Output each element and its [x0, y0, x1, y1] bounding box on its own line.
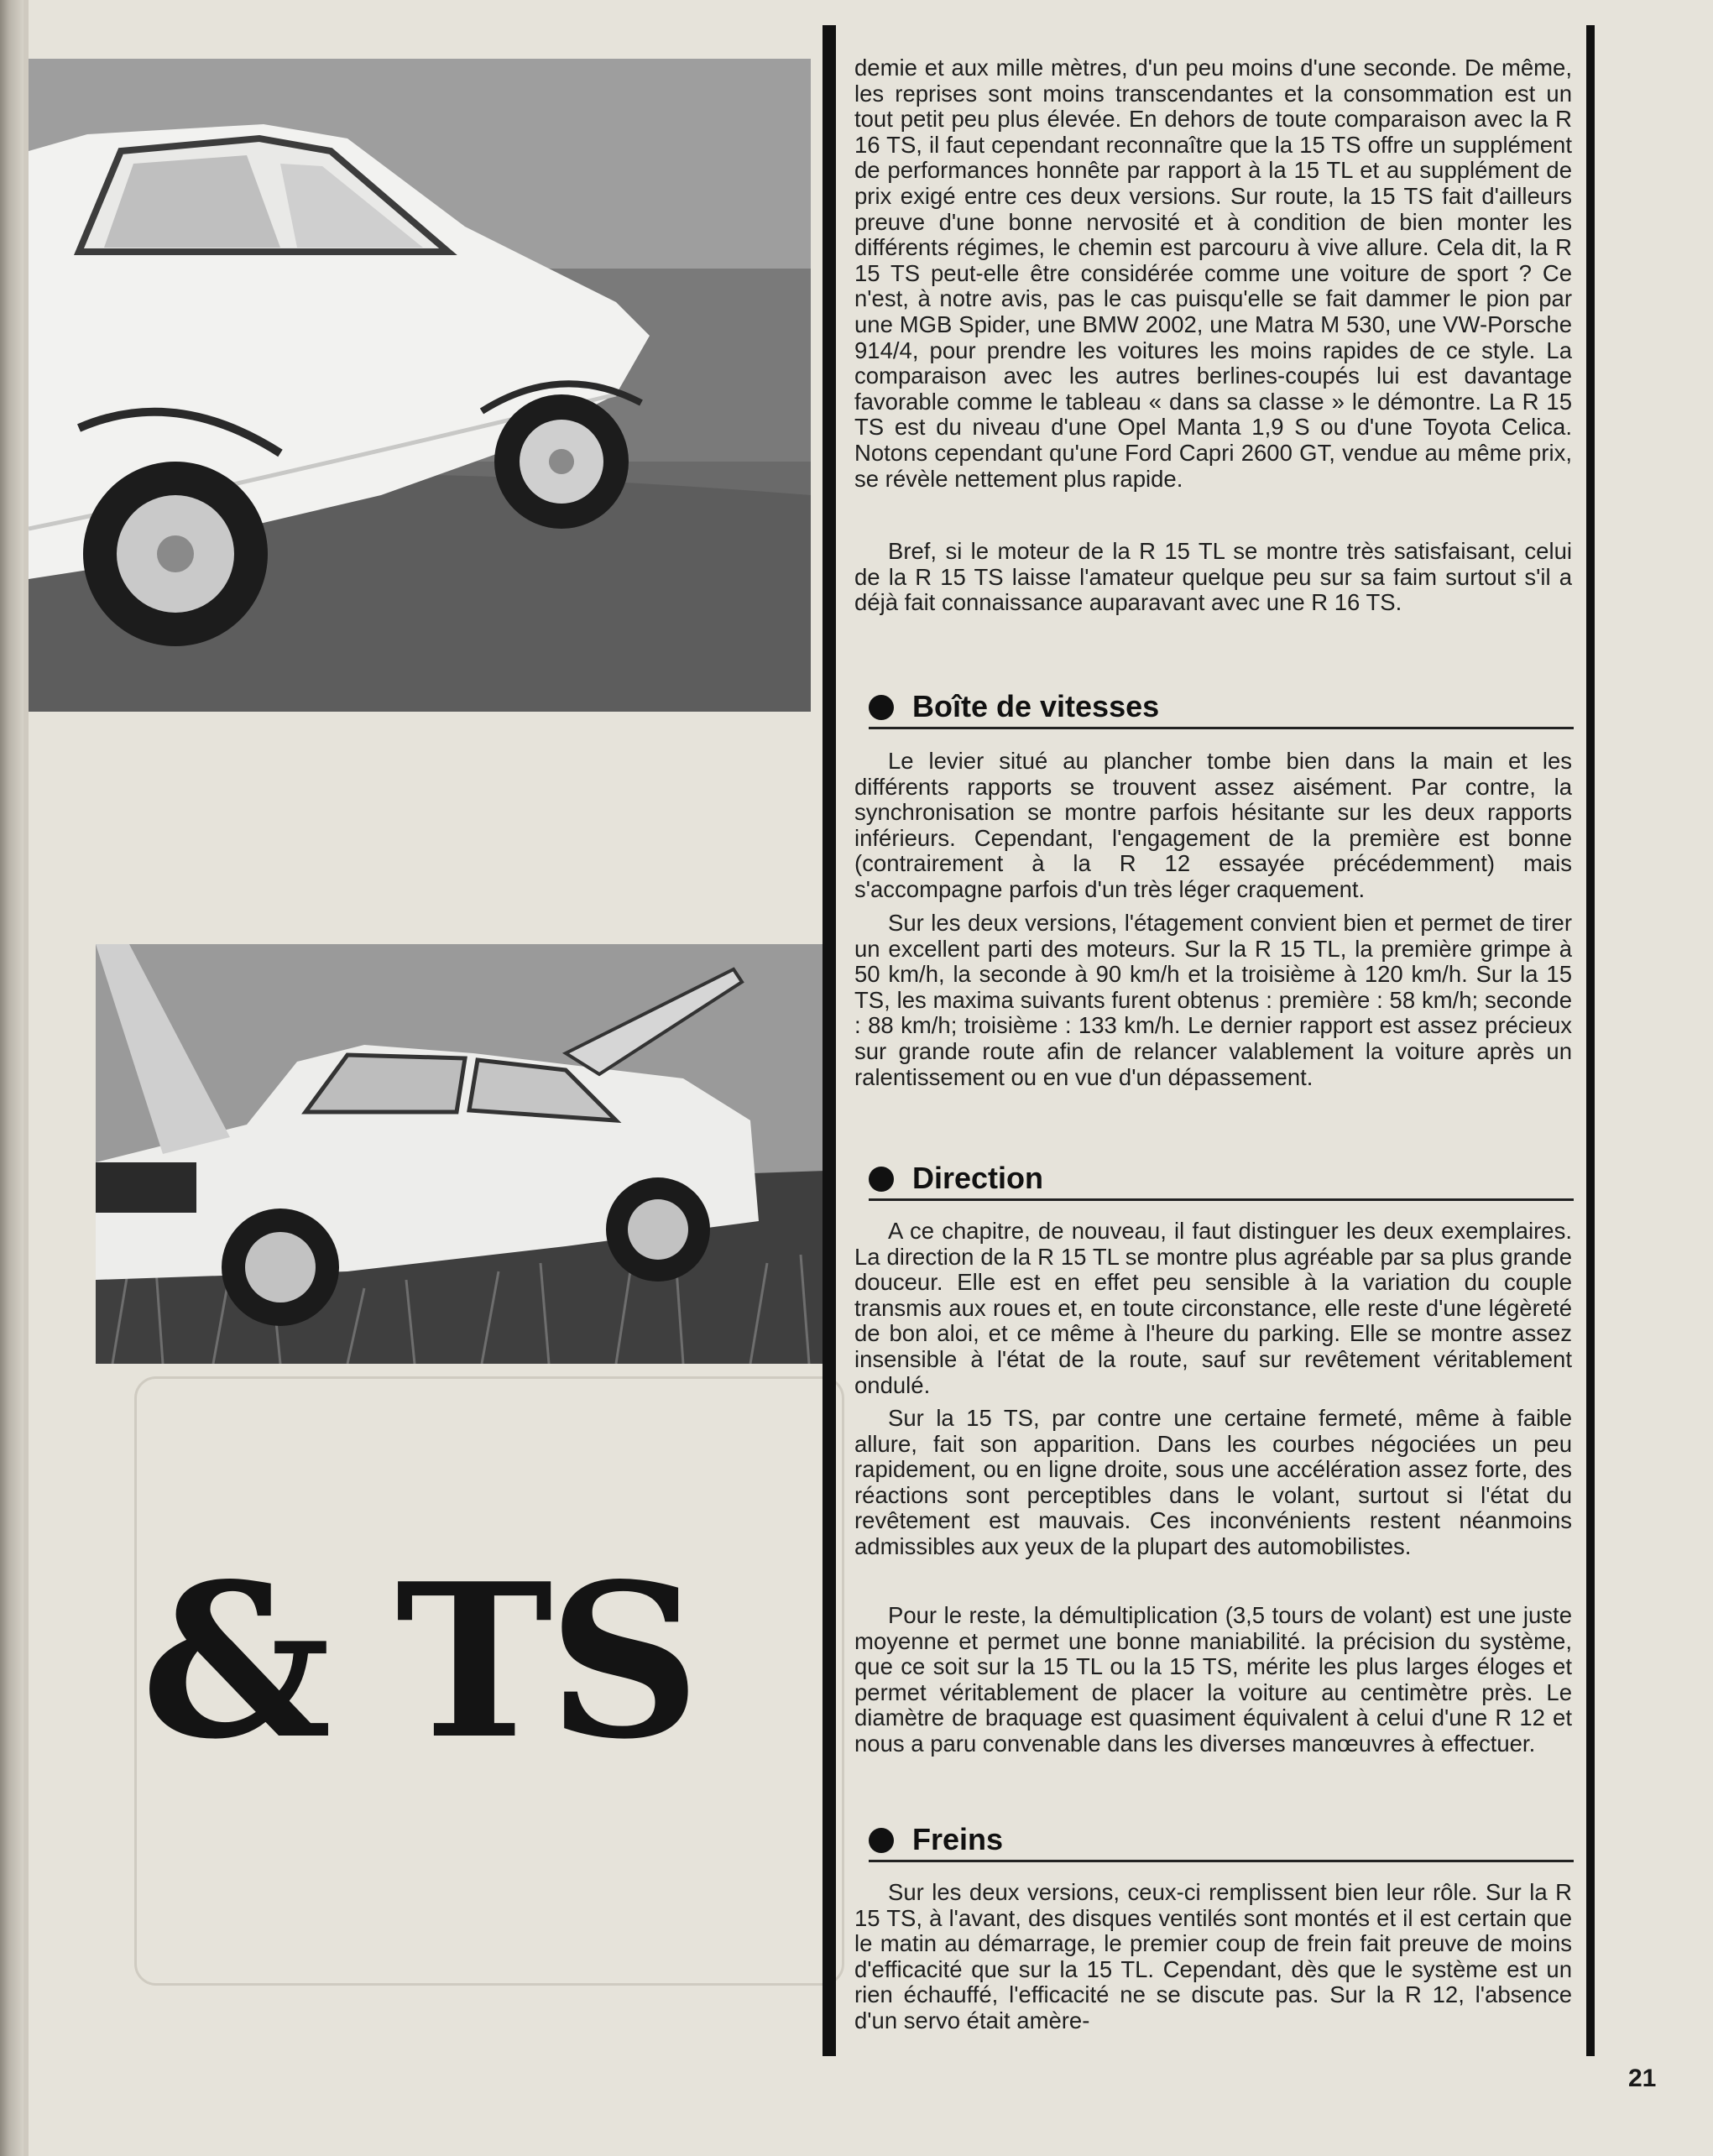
heading-gearbox [869, 688, 1574, 729]
paragraph-direction-ratio: Pour le reste, la démultiplication (3,5 tours de volant) est une juste moyenne et permet une bonne maniabilité. la précision du système, que ce soit sur la 15 TL ou la 15 TS, mérite les plus larges éloges et permet véritablement de placer la voiture au centimètre près. Le diamètre de braquage est quasiment équivalent à celui d'une R 12 et nous a paru convenable dans les diverses manœuvres à effectuer. [854, 1602, 1572, 1757]
magazine-spine [0, 0, 24, 2156]
paragraph-brakes: Sur les deux versions, ceux-ci remplissent bien leur rôle. Sur la R 15 TS, à l'avant, des disques ventilés sont montés et il est certain que le matin au démarrage, le premier coup de frein fait preuve de moins d'efficacité que sur la 15 TL. Cependant, dès que le système est un rien échauffé, l'efficacité ne se discute pas. Sur la R 12, l'absence d'un servo était amère- [854, 1879, 1572, 2033]
heading-gearbox-label: Boîte de vitesses [912, 689, 1160, 723]
heading-direction-label: Direction [912, 1161, 1044, 1195]
paragraph-gearbox-lever: Le levier situé au plancher tombe bien dans la main et les différents rapports se trouvent assez aisément. Par contre, la synchronisation se montre parfois hésitante sur les deux rapports inférieurs. Cependant, l'engagement de la première est bonne (contrairement à la R 12 essayée précédemment) mais s'accompagne parfois d'un très léger craquement. [854, 748, 1572, 902]
bullet-icon [869, 1828, 894, 1853]
paragraph-direction-ts: Sur la 15 TS, par contre une certaine fermeté, même à faible allure, fait son apparition. Dans les courbes négociées un peu rapidement, ou en ligne droite, sous une accélération assez forte, des réactions sont perceptibles dans le volant, surtout si l'état du revêtement est mauvais. Ces inconvénients restent néanmoins admissibles aux yeux de la plupart des automobilistes. [854, 1405, 1572, 1559]
paragraph-gearbox-ratios: Sur les deux versions, l'étagement convient bien et permet de tirer un excellent parti des moteurs. Sur la R 15 TL, la première grimpe à 50 km/h, la seconde à 90 km/h et la troisième à 120 km/h. Sur la 15 TS, les maxima suivants furent obtenus : première : 58 km/h; seconde : 88 km/h; troisième : 133 km/h. Le dernier rapport est assez précieux sur grande route afin de relancer valablement la voiture après un ralentissement ou en vue d'un dépassement. [854, 910, 1572, 1090]
heading-brakes [869, 1821, 1574, 1862]
column-rule-left [823, 25, 836, 2056]
page-number: 21 [1628, 2065, 1657, 2092]
big-title-and-ts: & TS [141, 1537, 696, 1786]
heading-direction [869, 1160, 1574, 1201]
heading-brakes-label: Freins [912, 1822, 1004, 1856]
paragraph-direction-tl: A ce chapitre, de nouveau, il faut distinguer les deux exemplaires. La direction de la R 15 TL se montre plus agréable par sa plus grande douceur. Elle est en effet peu sensible à la variation du couple transmis aux roues et, en toute circonstance, elle reste d'une légèreté de bon aloi, et ce même à l'heure du parking. Elle se montre assez insensible à l'état de la route, sauf sur revêtement véritablement ondulé. [854, 1218, 1572, 1398]
car-photo-coupe [29, 59, 811, 712]
column-rule-right [1586, 25, 1595, 2056]
car-photo-field [96, 944, 826, 1364]
paragraph-engine-summary: Bref, si le moteur de la R 15 TL se montre très satisfaisant, celui de la R 15 TS laisse l'amateur quelque peu sur sa faim surtout s'il a déjà fait connaissance auparavant avec une R 16 TS. [854, 538, 1572, 616]
article-column [823, 25, 1595, 2056]
bullet-icon [869, 1167, 894, 1192]
bullet-icon [869, 695, 894, 720]
paragraph-performance: demie et aux mille mètres, d'un peu moins d'une seconde. De même, les reprises sont moins transcendantes et la consommation est un tout petit peu plus élevée. En dehors de toute comparaison avec la R 16 TS, il faut cependant reconnaître que la 15 TS offre un supplément de performances honnête par rapport à la 15 TL et au supplément de prix exigé entre ces deux versions. Sur route, la 15 TS fait d'ailleurs preuve d'une bonne nervosité et à condition de bien monter les différents régimes, le chemin est parcouru à vive allure. Cela dit, la R 15 TS peut-elle être considérée comme une voiture de sport ? Ce n'est, à notre avis, pas le cas puisqu'elle se fait dammer le pion par une MGB Spider, une BMW 2002, une Matra M 530, une VW-Porsche 914/4, pour prendre les voitures les moins rapides de ce style. La comparaison avec les autres berlines-coupés lui est davantage favorable comme le tableau « dans sa classe » le démontre. La R 15 TS est du niveau d'une Opel Manta 1,9 S ou d'une Toyota Celica. Notons cependant qu'une Ford Capri 2600 GT, vendue au même prix, se révèle nettement plus rapide. [854, 55, 1572, 492]
